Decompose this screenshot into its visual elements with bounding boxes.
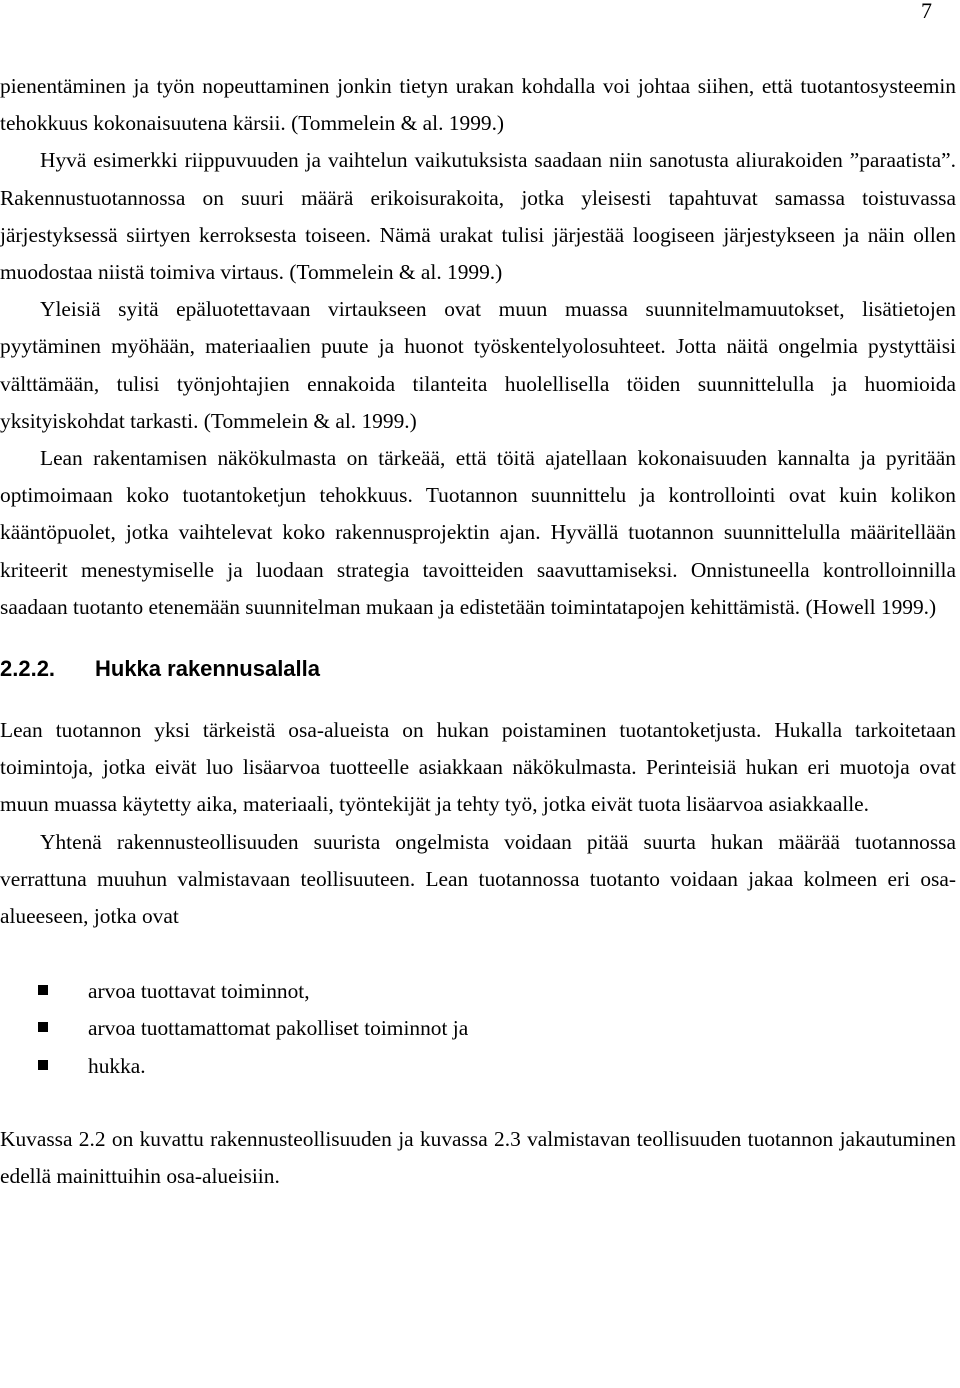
- document-body: [0, 68, 956, 1195]
- list-item-text: arvoa tuottavat toiminnot,: [88, 979, 310, 1004]
- square-bullet-icon: [38, 1022, 48, 1032]
- section-heading: [0, 654, 956, 684]
- bullet-list: [0, 973, 956, 1085]
- paragraph: Hyvä esimerkki riippuvuuden ja vaihtelun vaikutuksista saadaan niin sanotusta aliurakoiden ”paraatista”. Rakennustuotannossa on suuri määrä erikoisurakoita, jotka yleisesti tapahtuvat samassa toistuvassa järjestyksessä siirtyen kerroksesta toiseen. Nämä urakat tulisi järjestää loogiseen järjestykseen ja näin ollen muodostaa niistä toimiva virtaus. (Tommelein & al. 1999.): [0, 148, 956, 285]
- square-bullet-icon: [38, 985, 48, 995]
- square-bullet-icon: [38, 1060, 48, 1070]
- list-item: [0, 1010, 956, 1047]
- paragraph: Lean rakentamisen näkökulmasta on tärkeää, että töitä ajatellaan kokonaisuuden kannalta ja pyritään optimoimaan koko tuotantoketjun tehokkuus. Tuotannon suunnittelu ja kontrollointi ovat kuin kolikon kääntöpuolet, jotka vaihtelevat koko rakennusprojektin ajan. Hyvällä tuotannon suunnittelulla määritellään kriteerit menestymiselle ja luodaan strategia tavoitteiden saavuttamiseksi. Onnistuneella kontrolloinnilla saadaan tuotanto etenemään suunnitelman mukaan ja edistetään toimintatapojen kehittämistä. (Howell 1999.): [0, 446, 956, 619]
- list-item-text: arvoa tuottamattomat pakolliset toiminnot ja: [88, 1016, 469, 1041]
- section-number: 2.2.2.: [0, 656, 56, 682]
- paragraph: Yleisiä syitä epäluotettavaan virtaukseen ovat muun muassa suunnitelmamuutokset, lisätietojen pyytäminen myöhään, materiaalien puute ja huonot työskentelyolosuhteet. Jotta näitä ongelmia pystyttäisi välttämään, tulisi työnjohtajien ennakoida tilanteita huolellisella töiden suunnittelulla ja huomioida yksityiskohdat tarkasti. (Tommelein & al. 1999.): [0, 297, 956, 433]
- page-number: 7: [921, 0, 932, 23]
- section-title: Hukka rakennusalalla: [95, 656, 321, 682]
- list-item: [0, 973, 956, 1010]
- paragraph: Lean tuotannon yksi tärkeistä osa-alueista on hukan poistaminen tuotantoketjusta. Hukalla tarkoitetaan toimintoja, jotka eivät luo lisäarvoa tuotteelle asiakkaan näkökulmasta. Perinteisiä hukan eri muotoja ovat muun muassa käytetty aika, materiaali, työntekijät ja tehty työ, jotka eivät tuota lisäarvoa asiakkaalle.: [0, 718, 956, 817]
- paragraph: Yhtenä rakennusteollisuuden suurista ongelmista voidaan pitää suurta hukan määrää tuotannossa verrattuna muuhun valmistavaan teollisuuteen. Lean tuotannossa tuotanto voidaan jakaa kolmeen eri osa-alueeseen, jotka ovat: [0, 829, 956, 929]
- list-item-text: hukka.: [88, 1053, 146, 1078]
- paragraph: pienentäminen ja työn nopeuttaminen jonkin tietyn urakan kohdalla voi johtaa siihen, että tuotantosysteemin tehokkuus kokonaisuutena kärsii. (Tommelein & al. 1999.): [0, 74, 956, 136]
- paragraph: Kuvassa 2.2 on kuvattu rakennusteollisuuden ja kuvassa 2.3 valmistavan teollisuuden tuotannon jakautuminen edellä mainittuihin osa-alueisiin.: [0, 1126, 956, 1189]
- list-item: [0, 1048, 956, 1085]
